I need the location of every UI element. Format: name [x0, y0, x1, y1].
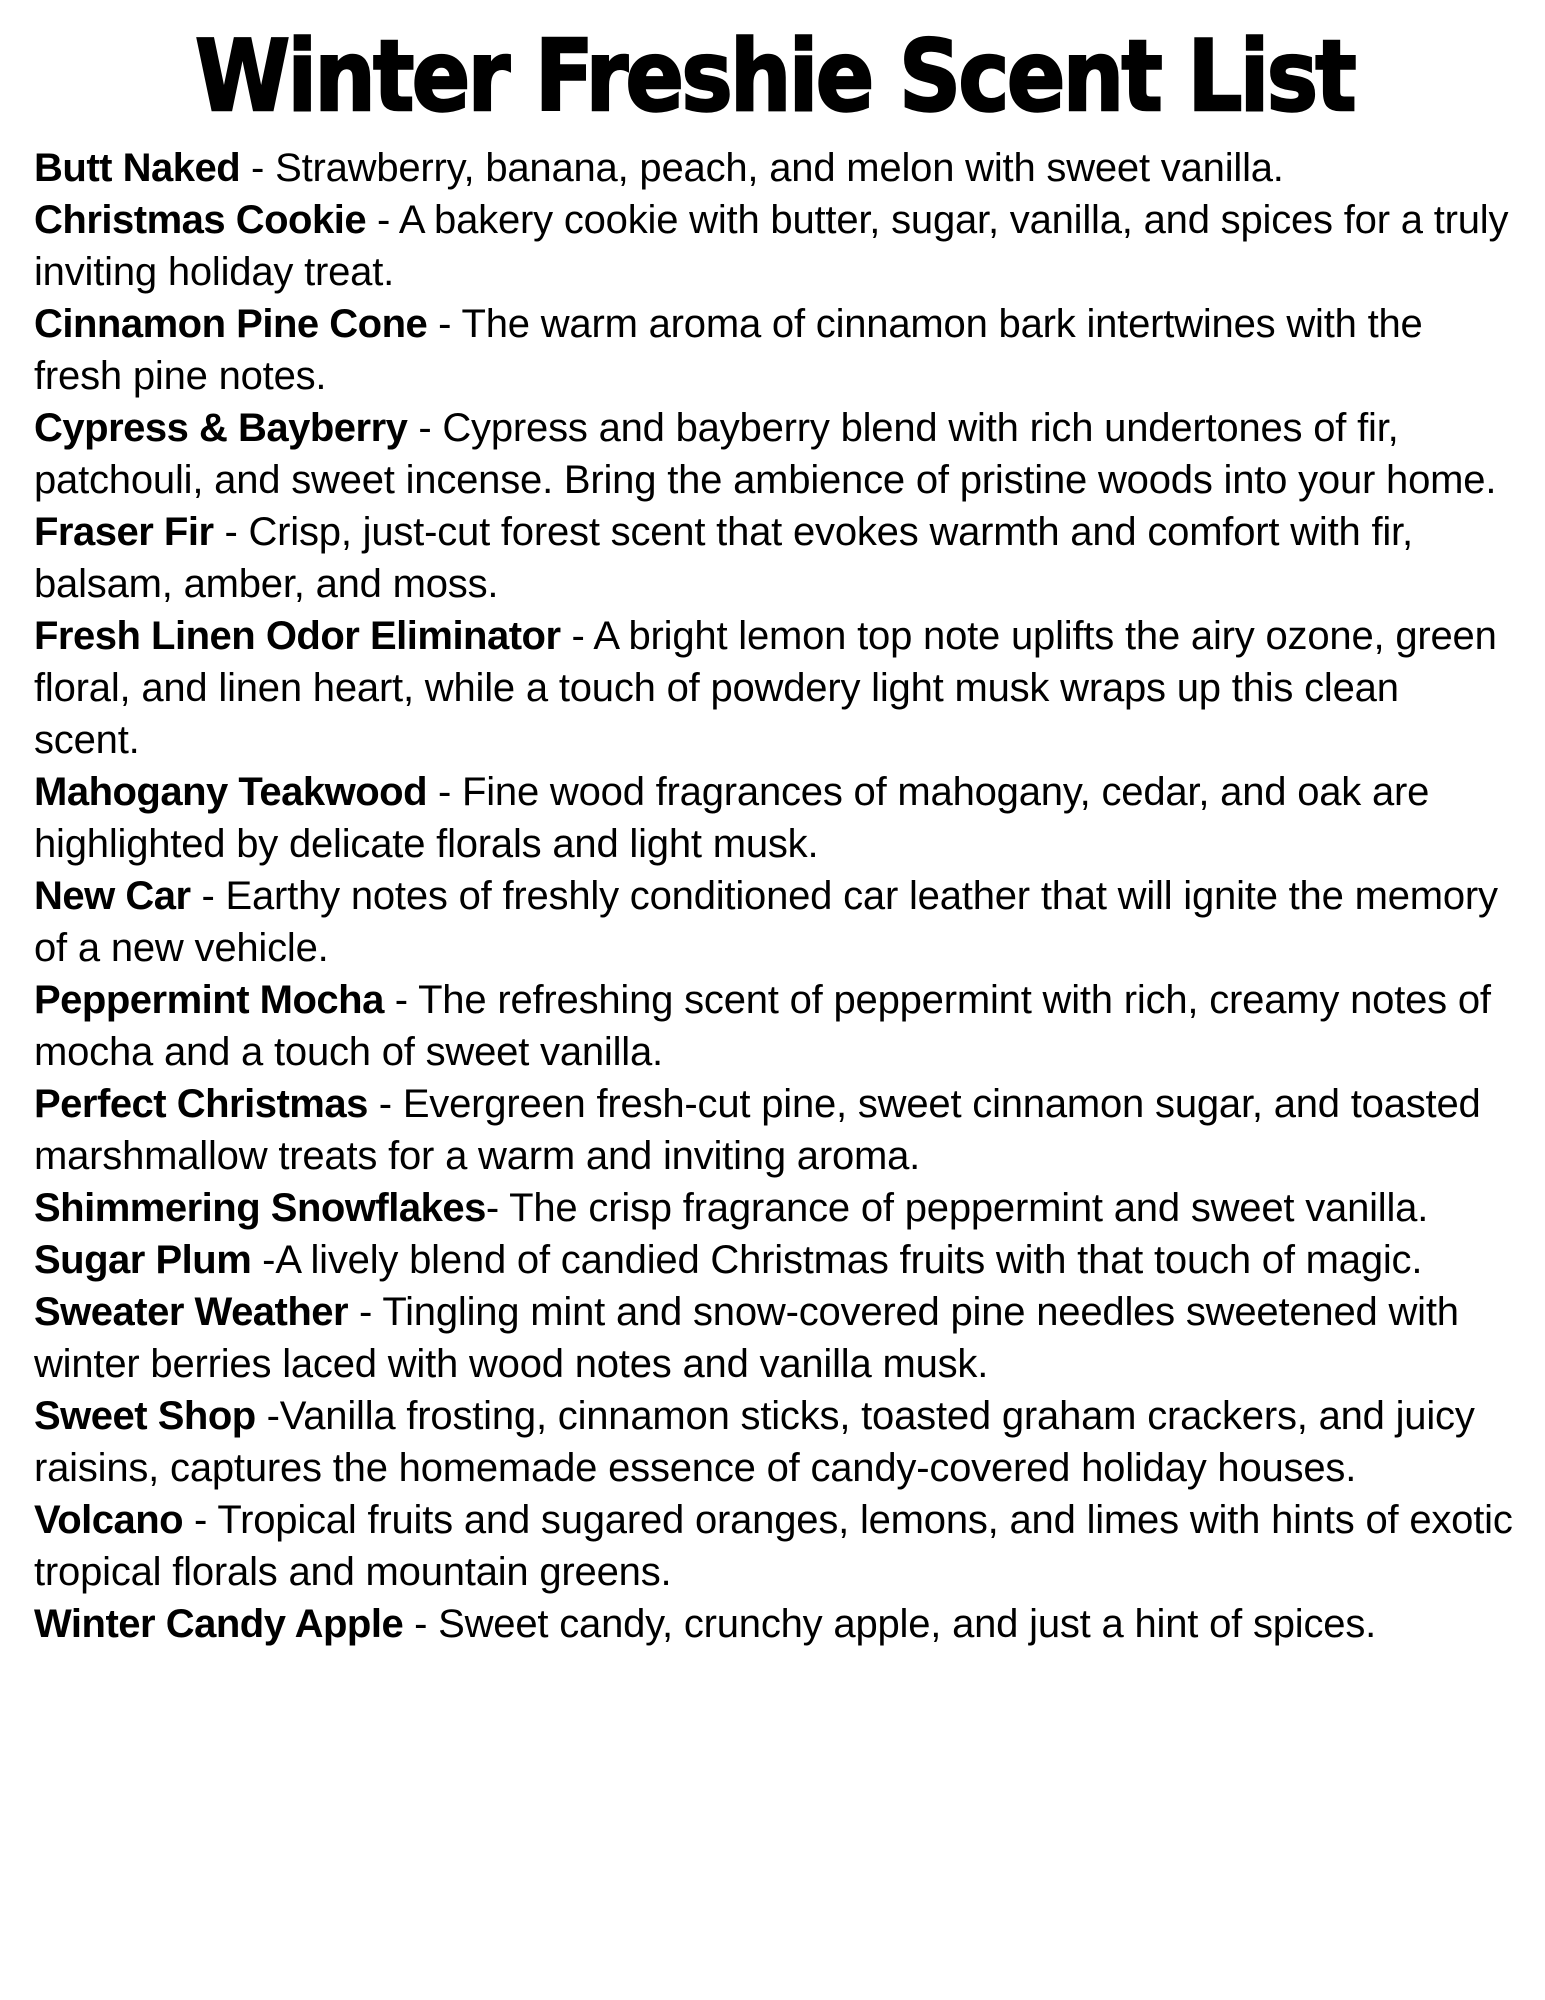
scent-entry — [34, 1390, 1515, 1494]
scent-description: Fine wood fragrances of mahogany, cedar, and oak are highlighted by delicate florals and light musk. — [34, 769, 1430, 866]
scent-entry — [34, 974, 1515, 1078]
scent-name: Cypress & Bayberry — [34, 405, 408, 450]
scent-separator: - — [251, 1237, 276, 1282]
scent-entry — [34, 1494, 1515, 1598]
scent-name: Butt Naked — [34, 145, 241, 190]
scent-entry — [34, 142, 1515, 194]
scent-name: Sweet Shop — [34, 1393, 256, 1438]
scent-separator: - — [240, 145, 276, 190]
scent-list — [34, 142, 1515, 1650]
scent-name: Fraser Fir — [34, 509, 214, 554]
scent-separator: - — [213, 509, 249, 554]
scent-entry — [34, 1598, 1515, 1650]
scent-separator: - — [255, 1393, 280, 1438]
scent-description: A bakery cookie with butter, sugar, vanilla, and spices for a truly inviting holiday treat. — [34, 197, 1509, 294]
scent-separator: - — [383, 977, 419, 1022]
scent-name: Mahogany Teakwood — [34, 769, 428, 814]
scent-description: The crisp fragrance of peppermint and sweet vanilla. — [509, 1185, 1429, 1230]
scent-separator: - — [407, 405, 443, 450]
scent-description: Tingling mint and snow-covered pine needles sweetened with winter berries laced with wood notes and vanilla musk. — [34, 1289, 1459, 1386]
scent-entry — [34, 1286, 1515, 1390]
scent-description: The warm aroma of cinnamon bark intertwines with the fresh pine notes. — [34, 301, 1423, 398]
scent-description: Strawberry, banana, peach, and melon with sweet vanilla. — [275, 145, 1284, 190]
scent-separator: - — [427, 769, 462, 814]
scent-separator: - — [560, 613, 594, 658]
scent-separator: - — [427, 301, 462, 346]
page-title: Winter Freshie Scent List — [194, 20, 1355, 134]
scent-entry — [34, 1078, 1515, 1182]
scent-separator: - — [403, 1601, 439, 1646]
scent-entry — [34, 506, 1515, 610]
scent-separator: - — [367, 1081, 403, 1126]
scent-name: Christmas Cookie — [34, 197, 367, 242]
scent-description: Earthy notes of freshly conditioned car leather that will ignite the memory of a new vehicle. — [34, 873, 1498, 970]
scent-separator: - — [348, 1289, 383, 1334]
scent-name: Peppermint Mocha — [34, 977, 384, 1022]
scent-description: A lively blend of candied Christmas fruits with that touch of magic. — [275, 1237, 1423, 1282]
scent-entry — [34, 1234, 1515, 1286]
scent-entry — [34, 194, 1515, 298]
scent-description: Sweet candy, crunchy apple, and just a hint of spices. — [438, 1601, 1377, 1646]
scent-entry — [34, 610, 1515, 766]
scent-description: Cypress and bayberry blend with rich undertones of fir, patchouli, and sweet incense. Bring the ambience of pristine woods into your home. — [34, 405, 1497, 502]
scent-name: Winter Candy Apple — [34, 1601, 404, 1646]
scent-entry — [34, 298, 1515, 402]
scent-description: Evergreen fresh-cut pine, sweet cinnamon sugar, and toasted marshmallow treats for a warm and inviting aroma. — [34, 1081, 1481, 1178]
scent-separator: - — [366, 197, 399, 242]
scent-description: The refreshing scent of peppermint with rich, creamy notes of mocha and a touch of sweet vanilla. — [34, 977, 1491, 1074]
scent-name: Shimmering Snowflakes — [34, 1185, 486, 1230]
document-page — [0, 20, 1545, 2000]
scent-name: Fresh Linen Odor Eliminator — [34, 613, 561, 658]
scent-name: Perfect Christmas — [34, 1081, 368, 1126]
scent-name: Volcano — [34, 1497, 184, 1542]
scent-entry — [34, 402, 1515, 506]
scent-separator: - — [190, 873, 226, 918]
scent-description: Crisp, just-cut forest scent that evokes warmth and comfort with fir, balsam, amber, and moss. — [34, 509, 1413, 606]
scent-name: Sweater Weather — [34, 1289, 349, 1334]
scent-separator: - — [183, 1497, 218, 1542]
scent-name: Cinnamon Pine Cone — [34, 301, 428, 346]
scent-name: Sugar Plum — [34, 1237, 252, 1282]
scent-entry — [34, 1182, 1515, 1234]
scent-separator: - — [485, 1185, 510, 1230]
scent-entry — [34, 766, 1515, 870]
scent-description: A bright lemon top note uplifts the airy ozone, green floral, and linen heart, while a touch of powdery light musk wraps up this clean scent. — [34, 613, 1497, 762]
scent-description: Vanilla frosting, cinnamon sticks, toasted graham crackers, and juicy raisins, captures the homemade essence of candy-covered holiday houses. — [34, 1393, 1475, 1490]
scent-name: New Car — [34, 873, 191, 918]
scent-description: Tropical fruits and sugared oranges, lemons, and limes with hints of exotic tropical florals and mountain greens. — [34, 1497, 1513, 1594]
scent-entry — [34, 870, 1515, 974]
